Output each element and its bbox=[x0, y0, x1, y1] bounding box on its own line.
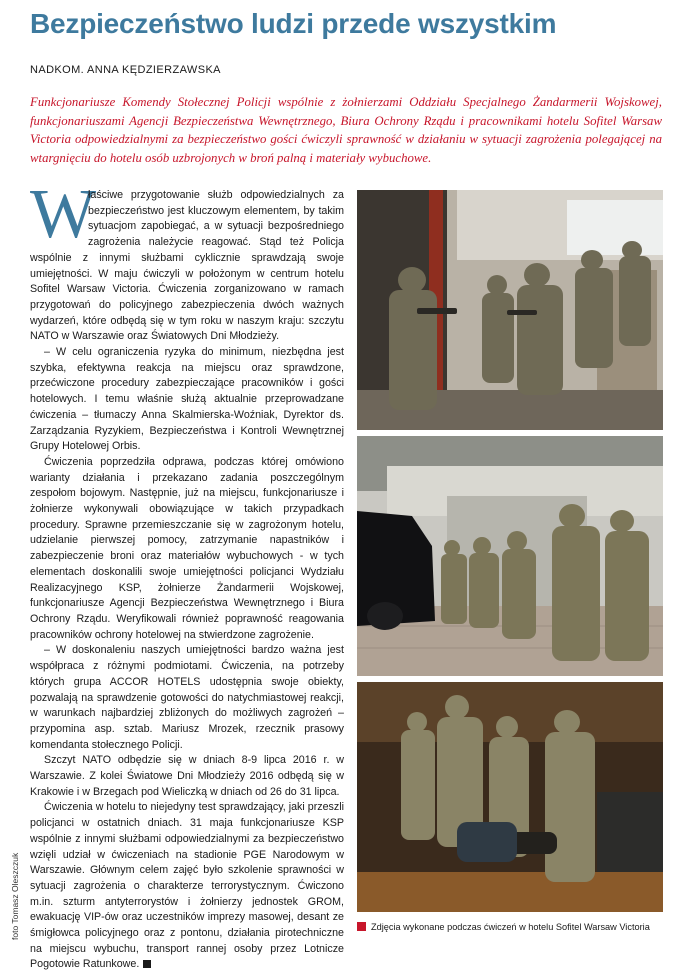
photo-hotel-corridor bbox=[357, 190, 663, 430]
caption-marker bbox=[357, 922, 366, 931]
body-paragraph-1: W łaściwe przygotowanie służb odpowiedzialnych za bezpieczeństwo jest kluczowym elementem, by takim sytuacjom zapobiegać, a w sytuacji bezpośredniego zagrożenia należycie reagować. Stąd też Policja wspólnie z innymi służbami cyklicznie sprawdzają swoje umiejętności. W maju ćwiczyli w położonym w centrum hotelu Sofitel Warsaw Victoria. Ćwiczenia zorganizowano w ramach przygotowań do policyjnego zabezpieczenia dwóch ważnych wydarzeń, które odbędą się w tym roku w naszym kraju: szczytu NATO w Warszawie oraz Światowych Dni Młodzieży. bbox=[30, 176, 344, 343]
photo-hotel-entrance bbox=[357, 436, 663, 676]
lead-paragraph: Funkcjonariusze Komendy Stołecznej Policji wspólnie z żołnierzami Oddziału Specjalnego Żandarmerii Wojskowej, funkcjonariuszami Agencji Bezpieczeństwa Wewnętrznego, Biura Ochrony Rządu i pracownikami hotelu Sofitel Warsaw Victoria odpowiedzialnymi za bezpieczeństwo gości ćwiczyli sprawność w działaniu w sytuacji zagrożenia polegającej na wtargnięciu do hotelu osób uzbrojonych w broń palną i materiały wybuchowe. bbox=[30, 95, 662, 165]
article-title: Bezpieczeństwo ludzi przede wszystkim bbox=[30, 8, 557, 39]
drop-cap: W bbox=[30, 176, 97, 253]
body-paragraph-5: Szczyt NATO odbędzie się w dniach 8-9 lipca 2016 r. w Warszawie. Z kolei Światowe Dni Młodzieży 2016 odbędą się w Krakowie i w Brzegach pod Wieliczką w dniach od 26 do 31 lipca. bbox=[30, 754, 344, 798]
body-paragraph-3: Ćwiczenia poprzedziła odprawa, podczas której omówiono warianty działania i przekazano zadania poszczególnym zespołom bojowym. Następnie, już na miejscu, funkcjonariusze i żołnierze wykonywali obowiązujące w takich przypadkach procedury. Sprawne przemieszczanie się w zagrożonym hotelu, udzielanie pierwszej pomocy, zatrzymanie napastników i zabezpieczenie broni oraz materiałów wybuchowych - w tych elementach doskonalili swoje umiejętności policjanci Wydziału Realizacyjnego KSP, żołnierze Żandarmerii Wojskowej, funkcjonariusze Agencji Bezpieczeństwa Wewnętrznego i Biura Ochrony Rządu. Weryfikowali również poprawność reagowania pracowników ochrony hotelowej na stwierdzone zagrożenie. bbox=[30, 455, 344, 641]
photo-evacuation-drill bbox=[357, 682, 663, 912]
body-paragraph-2: – W celu ograniczenia ryzyka do minimum, niezbędna jest szybka, efektywna reakcja na miejscu oraz sprawdzone, przećwiczone procedury zabezpieczające pracowników i gości hotelowych. I temu właśnie służą aktualnie przeprowadzane ćwiczenia – tłumaczy Anna Skalmierska-Woźniak, Dyrektor ds. Zarządzania Ryzykiem, Bezpieczeństwa i Kontroli Wewnętrznej Grupy Hotelowej Orbis. bbox=[30, 346, 344, 453]
photo-caption: Zdjęcia wykonane podczas ćwiczeń w hotelu Sofitel Warsaw Victoria bbox=[357, 922, 667, 932]
body-paragraph-6: Ćwiczenia w hotelu to niejedyny test sprawdzający, jaki przeszli policjanci w ostatnich dniach. 31 maja funkcjonariusze KSP wspólnie z innymi służbami odpowiedzialnymi za bezpieczeństwo wzięli udział w ćwiczeniach na stadionie PGE Narodowym w Warszawie. Głównym celem zajęć było szkolenie sprawności w sytuacji zagrożenia o charakterze terrorystycznym. Ćwiczono m.in. szturm antyterrorystów i żołnierzy jednostek GROM, ewakuację VIP-ów oraz uczestników imprezy masowej, desant ze śmigłowca policyjnego oraz z pontonu, działania pirotechniczne na miejscu wybuchu, transport rannej osoby przez Lotnicze Pogotowie Ratunkowe. bbox=[30, 801, 344, 971]
body-paragraph-4: – W doskonaleniu naszych umiejętności bardzo ważna jest współpraca z różnymi podmiotami. Ćwiczenia, na potrzeby których grupa ACCOR HOTELS udostępnia swoje obiekty, pozwalają na sprawdzenie gotowości do natychmiastowej reakcji, w warunkach najbardziej zbliżonych do możliwych zagrożeń – przypomina asp. sztab. Mariusz Mrozek, rzecznik prasowy komendanta stołecznego Policji. bbox=[30, 644, 344, 751]
author-byline: NADKOM. ANNA KĘDZIERZAWSKA bbox=[30, 64, 221, 76]
article-body bbox=[30, 176, 344, 973]
photo-credit: foto Tomasz Oleszczuk bbox=[10, 852, 20, 940]
